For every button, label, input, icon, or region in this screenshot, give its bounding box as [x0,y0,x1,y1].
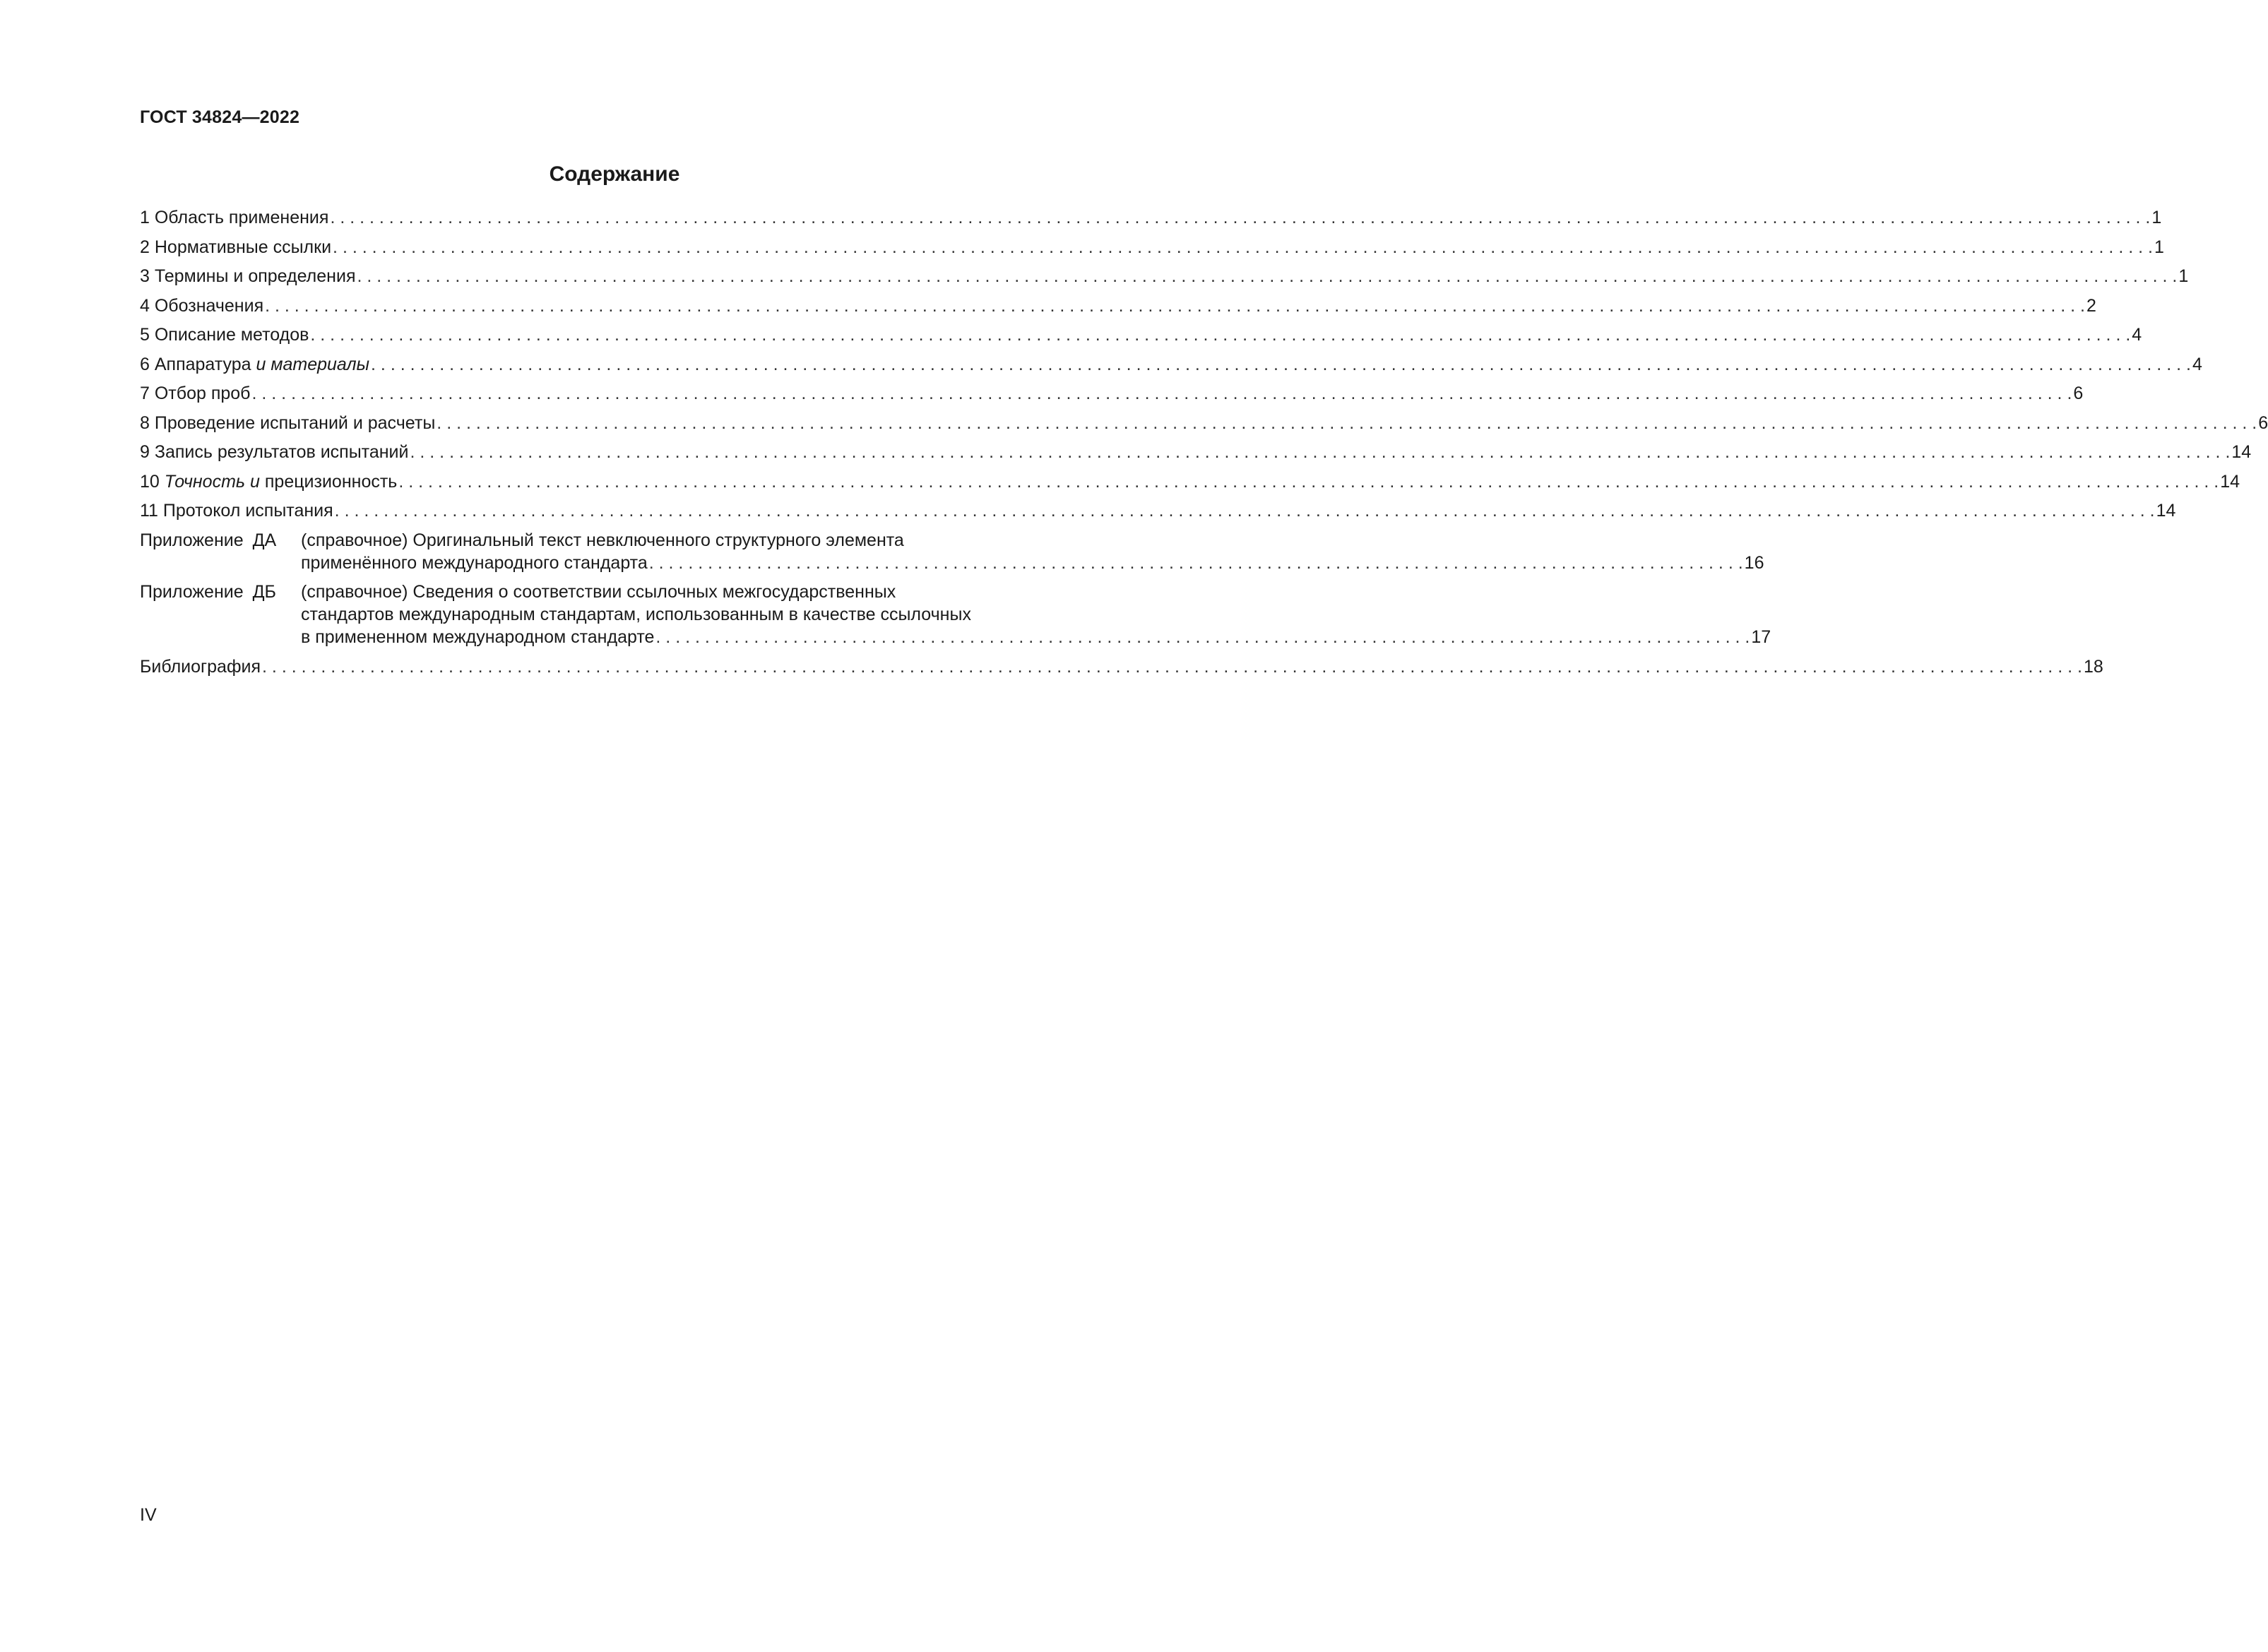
toc-item-10[interactable] [140,470,2240,500]
toc-page-number: 18 [2083,656,2103,677]
toc-leader [398,470,2219,493]
toc-item-title: 7 Отбор проб [140,384,251,403]
appendix-title-line: (справочное) Сведения о соответствии ссылочных межгосударственных [301,582,896,602]
document-header: ГОСТ 34824—2022 [140,107,300,127]
toc-item-9[interactable] [140,441,2252,470]
toc-item-6[interactable] [140,353,2202,383]
toc-item-title: 11 Протокол испытания [140,501,333,521]
toc-item-7[interactable] [140,382,2084,412]
toc-leader [265,295,2085,317]
toc-bibliography[interactable] [140,655,2103,685]
toc-item-1[interactable] [140,206,2162,236]
toc-item-title: 9 Запись результатов испытаний [140,442,409,462]
toc-item-11[interactable] [140,499,2176,529]
toc-page-number: 14 [2231,442,2252,462]
toc-leader [655,626,1750,648]
toc-leader [437,412,2257,434]
toc-item-8[interactable] [140,412,2268,441]
toc-leader [649,552,1743,574]
page-number: IV [140,1505,157,1525]
toc-leader [252,382,2072,405]
toc-item-4[interactable] [140,295,2096,324]
appendix-title-line: в примененном международном стандарте [301,627,655,647]
toc-item-title: 10 Точность и прецизионность [140,471,398,492]
toc-page-number: 1 [2154,237,2164,257]
toc-item-title: 4 Обозначения [140,295,264,316]
toc-leader [330,206,2150,229]
toc-item-title: 3 Термины и определения [140,266,356,286]
toc-page-number: 1 [2151,208,2162,227]
table-of-contents [140,206,2268,684]
toc-page-number: 6 [2073,384,2084,403]
toc-title: Содержание [549,162,680,186]
toc-page-number: 4 [2132,325,2142,345]
toc-leader [310,323,2130,346]
toc-leader [410,441,2231,463]
toc-item-title: 8 Проведение испытаний и расчеты [140,412,436,433]
toc-page-number: 14 [2220,471,2240,492]
toc-page-number: 2 [2086,295,2096,316]
toc-item-5[interactable] [140,323,2142,353]
toc-page-number: 17 [1751,627,1771,647]
toc-leader [333,236,2153,259]
appendix-label: Приложение ДА [140,530,277,550]
appendix-label: Приложение ДБ [140,582,276,602]
toc-item-3[interactable] [140,265,2189,295]
toc-leader [371,353,2191,376]
appendix-title-line: стандартов международным стандартам, использованным в качестве ссылочных [301,605,971,624]
appendix-title-line: применённого международного стандарта [301,552,648,573]
toc-appendix-da[interactable] [140,529,1764,581]
toc-item-title: Библиография [140,656,261,677]
toc-leader [262,655,2082,678]
toc-item-title: 2 Нормативные ссылки [140,237,332,257]
toc-item-title: 6 Аппаратура и материалы [140,354,370,374]
toc-item-title: 1 Область применения [140,208,329,227]
toc-page-number: 14 [2156,501,2176,521]
toc-page-number: 16 [1744,552,1764,573]
toc-page-number: 6 [2258,412,2268,433]
toc-page-number: 4 [2192,354,2202,374]
toc-appendix-db[interactable] [140,581,1771,655]
appendix-title-line: (справочное) Оригинальный текст невключенного структурного элемента [301,530,904,550]
toc-leader [357,265,2177,287]
toc-item-2[interactable] [140,236,2164,266]
toc-page-number: 1 [2178,266,2189,286]
toc-item-title: 5 Описание методов [140,325,309,345]
toc-leader [335,499,2155,522]
